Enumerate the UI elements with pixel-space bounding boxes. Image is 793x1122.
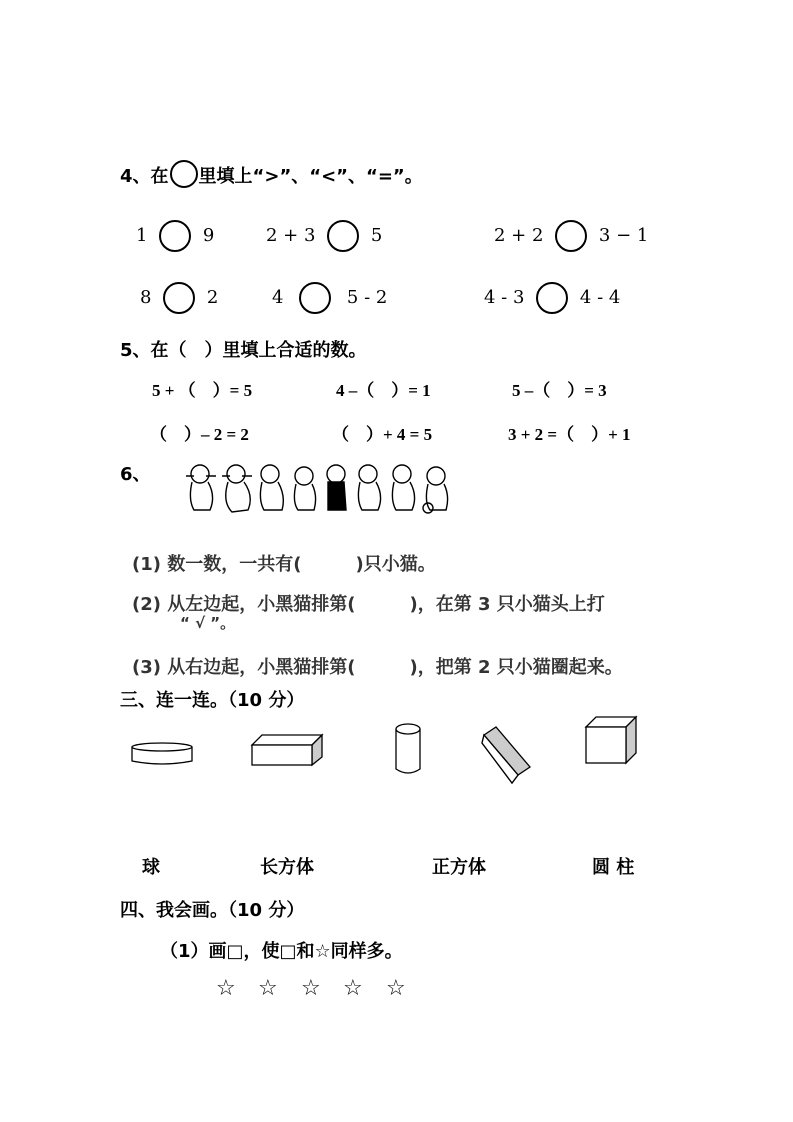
star-icon: ☆	[258, 976, 278, 1001]
shape-label[interactable]: 圆 柱	[592, 857, 635, 878]
q6-label: 6、	[120, 464, 151, 485]
compare-left: 2 + 2	[494, 225, 544, 246]
fill-equation[interactable]: 3 + 2 =（ ）+ 1	[508, 425, 631, 444]
star-icon: ☆	[386, 976, 406, 1001]
q5-title: 5、在（ ）里填上合适的数。	[120, 340, 367, 361]
compare-right: 3 − 1	[598, 225, 649, 246]
q4-title-suffix: 里填上“>”、“<”、“=”。	[198, 166, 423, 187]
answer-circle[interactable]	[299, 282, 331, 314]
compare-item	[140, 282, 218, 314]
compare-right: 2	[206, 287, 219, 308]
cuboid-shape	[252, 735, 322, 765]
compare-right: 5 - 2	[346, 287, 388, 308]
cylinder-shape	[396, 724, 420, 773]
section-3-title: 三、连一连。（10 分）	[120, 690, 305, 711]
compare-item	[484, 282, 620, 314]
fill-equation[interactable]: 4 –（ ）= 1	[336, 381, 431, 400]
circle-icon	[170, 160, 198, 188]
compare-item	[272, 282, 387, 314]
q4-title	[120, 160, 423, 188]
section-4-title: 四、我会画。（10 分）	[120, 900, 305, 921]
shape-label[interactable]: 长方体	[260, 857, 314, 878]
star-icon: ☆	[301, 976, 321, 1001]
compare-right: 4 - 4	[579, 287, 621, 308]
cube-shape	[586, 717, 636, 763]
star-icon: ☆	[216, 976, 236, 1001]
answer-circle[interactable]	[159, 220, 191, 252]
flat-cylinder-shape	[132, 743, 192, 764]
fill-equation[interactable]: 5 –（ ）= 3	[512, 381, 607, 400]
q4-title-prefix: 4、在	[120, 166, 169, 187]
cats-image	[182, 462, 458, 518]
fill-equation[interactable]: （ ）+ 4 = 5	[332, 425, 433, 444]
compare-item	[494, 220, 648, 252]
s4-item-1: （1）画□，使□和☆同样多。	[160, 941, 403, 962]
q6-item-1: (1) 数一数，一共有( )只小猫。	[132, 554, 436, 575]
shape-label[interactable]: 球	[142, 857, 160, 878]
star-icon: ☆	[343, 976, 363, 1001]
compare-left: 4	[272, 287, 284, 308]
compare-right: 9	[202, 225, 215, 246]
shapes-row	[120, 705, 660, 785]
answer-circle[interactable]	[163, 282, 195, 314]
fill-equation[interactable]: 5 + （ ）= 5	[152, 381, 253, 400]
answer-circle[interactable]	[555, 220, 587, 252]
shape-label[interactable]: 正方体	[432, 857, 486, 878]
q6-item-3: (3) 从右边起，小黑猫排第( )，把第 2 只小猫圈起来。	[132, 657, 623, 678]
compare-item	[266, 220, 382, 252]
compare-right: 5	[370, 225, 383, 246]
q6-item-2: (2) 从左边起，小黑猫排第( )，在第 3 只小猫头上打	[132, 594, 605, 615]
answer-circle[interactable]	[536, 282, 568, 314]
compare-left: 4 - 3	[484, 287, 525, 308]
compare-left: 2 + 3	[266, 225, 316, 246]
compare-left: 8	[140, 287, 152, 308]
q6-item-2-mark: “ √ ”。	[180, 614, 236, 632]
tilted-cuboid-shape	[482, 727, 530, 783]
compare-left: 1	[136, 225, 148, 246]
fill-equation[interactable]: （ ）– 2 = 2	[150, 425, 249, 444]
answer-circle[interactable]	[327, 220, 359, 252]
compare-item	[136, 220, 214, 252]
